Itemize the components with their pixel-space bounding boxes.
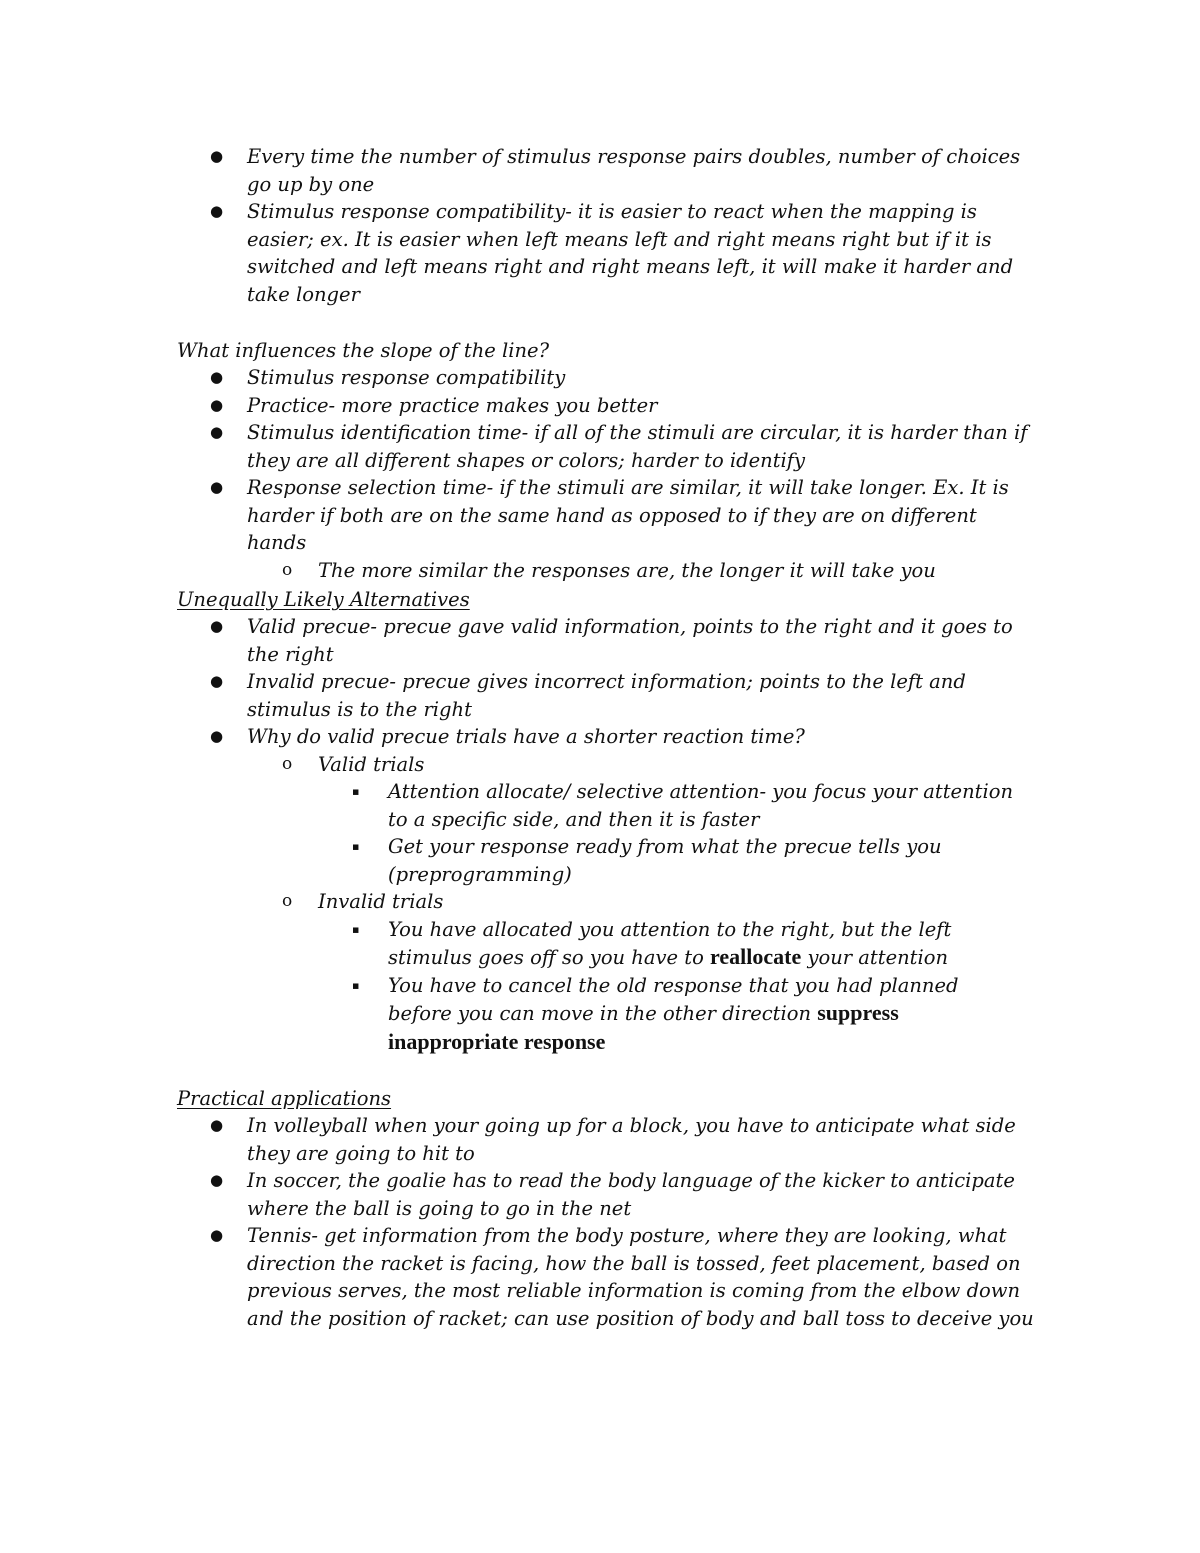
square-bullet-icon: ▪ — [352, 840, 360, 853]
sub-sub-list-item: ▪ Attention allocate/ selective attention- you focus your attention to a specific side, and then it is faster — [352, 780, 1013, 831]
list-item: ● Invalid precue- precue gives incorrect information; points to the left and stimulus is to the right — [210, 670, 966, 721]
sub-sub-list-item: ▪ You have allocated you attention to the right, but the left stimulus goes off so you have to reallocate your attention — [352, 917, 952, 969]
sub-list-item: o Invalid trials — [0, 888, 1037, 916]
section-heading-unequal: Unequally Likely Alternatives — [177, 588, 470, 611]
bullet-icon: ● — [210, 617, 224, 635]
list-item: ● Why do valid precue trials have a shorter reaction time? — [0, 723, 1037, 751]
list-item: ● Practice- more practice makes you better — [0, 392, 1037, 420]
square-bullet-icon: ▪ — [352, 785, 360, 798]
bullet-icon: ● — [210, 202, 224, 220]
bullet-icon: ● — [210, 478, 224, 496]
list-item: ● In volleyball when your going up for a block, you have to anticipate what side they are going to hit to — [210, 1114, 1016, 1165]
section-heading-practical: Practical applications — [177, 1087, 392, 1110]
circle-bullet-icon: o — [282, 891, 293, 911]
intro-list — [0, 143, 1200, 308]
bold-term: reallocate — [710, 944, 802, 969]
circle-bullet-icon: o — [282, 559, 293, 580]
bullet-icon: ● — [210, 1116, 224, 1134]
list-item: ● Stimulus identification time- if all of the stimuli are circular, it is harder than if they are all different shapes or colors; harder to identify — [210, 421, 1028, 472]
bullet-icon: ● — [210, 1171, 224, 1189]
list-item: ● Stimulus response compatibility- it is easier to react when the mapping is easier; ex. It is easier when left means left and right means right but if it is switched and left means right and right means left, it will make it harder and take longer — [210, 200, 1014, 306]
square-bullet-icon: ▪ — [352, 922, 360, 936]
bullet-icon: ● — [210, 423, 224, 441]
list-item: ● In soccer, the goalie has to read the body language of the kicker to anticipate where the ball is going to go in the net — [210, 1169, 1015, 1220]
sub-sub-list-item: ▪ Get your response ready from what the precue tells you (preprogramming) — [352, 835, 942, 886]
sub-list-item: o Valid trials — [0, 751, 1037, 779]
list-item: ● Response selection time- if the stimuli are similar, it will take longer. Ex. It is harder if both are on the same hand as opposed to if they are on different hands — [210, 476, 1009, 554]
bullet-icon: ● — [210, 147, 224, 165]
section-heading-slope: What influences the slope of the line? — [177, 339, 550, 362]
bullet-icon: ● — [210, 395, 224, 414]
sub-list-item: o The more similar the responses are, the longer it will take you — [0, 557, 1037, 585]
bullet-icon: ● — [210, 672, 224, 690]
list-item: ● Every time the number of stimulus response pairs doubles, number of choices go up by one — [210, 145, 1021, 196]
list-item: ● Tennis- get information from the body posture, where they are looking, what direction the racket is facing, how the ball is tossed, feet placement, based on previous serves, the most reliable information is coming from the elbow down and the position of racket; can use position of body and ball toss to deceive you — [210, 1224, 1034, 1330]
circle-bullet-icon: o — [282, 753, 293, 774]
bullet-icon: ● — [210, 368, 224, 386]
sub-sub-list-item: ▪ You have to cancel the old response that you had planned before you can move in the other direction suppress inappropriate response — [352, 973, 959, 1054]
list-item: ● Valid precue- precue gave valid information, points to the right and it goes to the right — [210, 615, 1013, 666]
unequal-list — [0, 613, 1200, 1056]
list-item: ● Stimulus response compatibility — [0, 364, 1037, 392]
bullet-icon: ● — [210, 1226, 224, 1244]
bullet-icon: ● — [210, 727, 224, 745]
square-bullet-icon: ▪ — [352, 978, 360, 992]
slope-list — [0, 364, 1200, 584]
practical-list — [0, 1112, 1200, 1332]
bold-term: suppress inappropriate response — [388, 1000, 899, 1054]
